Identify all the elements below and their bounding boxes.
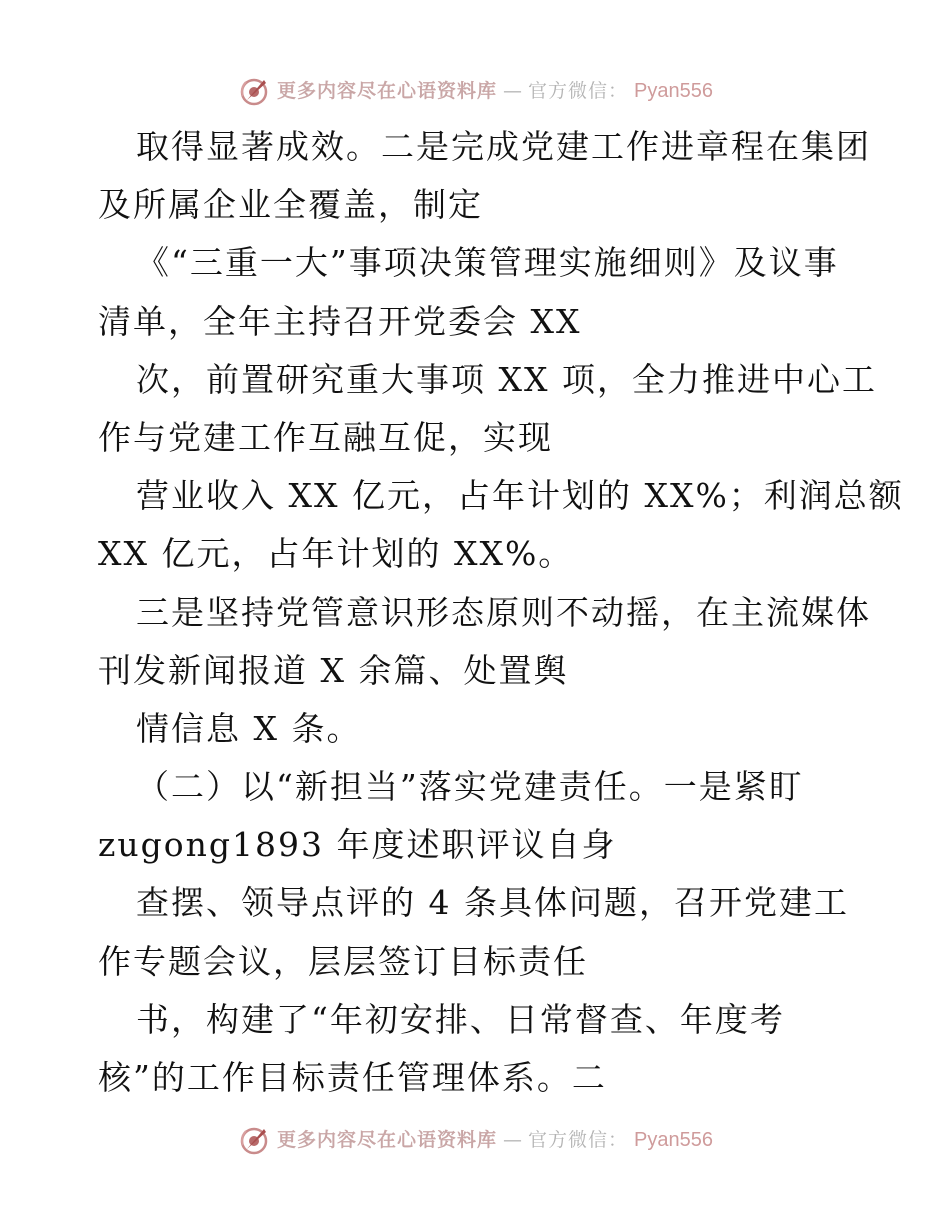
document-body xyxy=(98,118,904,1107)
body-line: （二）以“新担当”落实党建责任。一是紧盯 xyxy=(136,767,804,807)
body-line: 三是坚持党管意识形态原则不动摇，在主流媒体 xyxy=(136,592,871,632)
wechat-label: 官方微信： xyxy=(528,79,629,102)
body-line: 清单，全年主持召开党委会 XX xyxy=(98,301,582,341)
library-name-text: 更多内容尽在心语资料库 xyxy=(277,79,498,102)
header-watermark-banner xyxy=(0,71,950,111)
library-name-text: 更多内容尽在心语资料库 xyxy=(277,1128,498,1151)
body-line: 核”的工作目标责任管理体系。二 xyxy=(98,1058,607,1097)
body-line: zugong1893 年度述职评议自身 xyxy=(98,825,617,865)
footer-watermark-banner xyxy=(0,1120,950,1160)
body-line: 刊发新闻报道 X 余篇、处置舆 xyxy=(98,650,569,690)
body-line: 查摆、领导点评的 4 条具体问题，召开党建工 xyxy=(136,883,849,923)
body-line: 次，前置研究重大事项 XX 项，全力推进中心工 xyxy=(136,359,877,399)
quill-pen-logo-icon xyxy=(237,1123,271,1157)
banner-dash: — xyxy=(503,79,523,102)
wechat-account: Pyan556 xyxy=(634,1129,713,1151)
body-line: 书，构建了“年初安排、日常督查、年度考 xyxy=(136,999,785,1039)
body-line: XX 亿元，占年计划的 XX%。 xyxy=(98,534,574,574)
body-line: 取得显著成效。二是完成党建工作进章程在集团 xyxy=(136,127,871,166)
wechat-label: 官方微信： xyxy=(528,1128,629,1151)
banner-dash: — xyxy=(503,1128,523,1151)
body-line: 及所属企业全覆盖，制定 xyxy=(98,185,483,225)
body-line: 营业收入 XX 亿元，占年计划的 XX%；利润总额 xyxy=(136,476,904,516)
body-line: 作与党建工作互融互促，实现 xyxy=(98,417,553,457)
quill-pen-logo-icon xyxy=(237,74,271,108)
wechat-account: Pyan556 xyxy=(634,80,713,102)
body-line: 《“三重一大”事项决策管理实施细则》及议事 xyxy=(136,243,839,283)
body-line: 情信息 X 条。 xyxy=(136,708,362,748)
body-line: 作专题会议，层层签订目标责任 xyxy=(98,941,588,981)
